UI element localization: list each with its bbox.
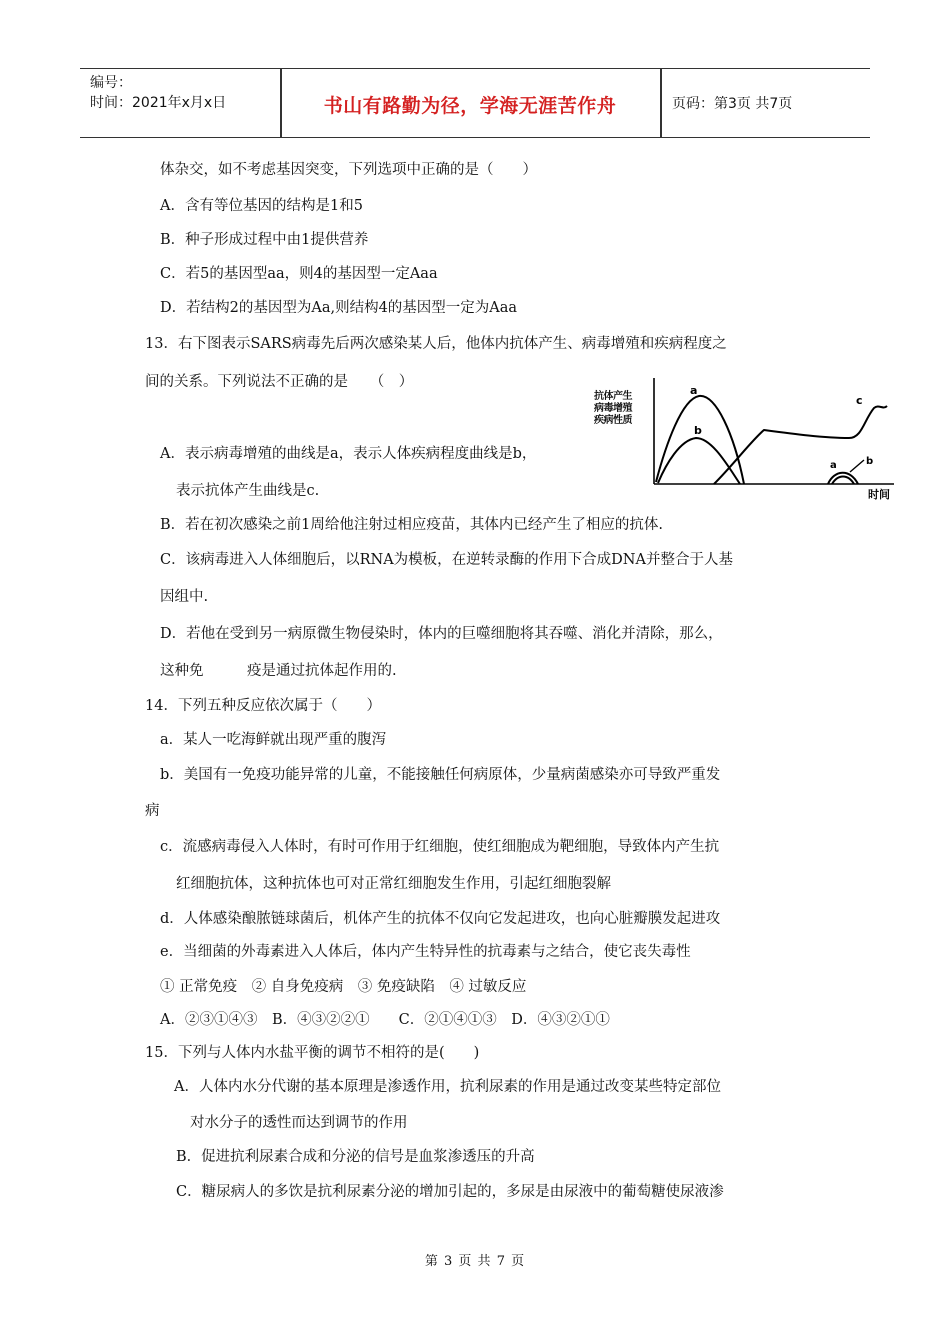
option-line: D．若他在受到另一病原微生物侵染时，体内的巨噬细胞将其吞噬、消化并清除，那么， (160, 626, 723, 642)
header-page-code: 页码：第3页 共7页 (672, 96, 793, 112)
text-line: 因组中. (160, 589, 209, 605)
question-14: 14．下列五种反应依次属于（ ） (145, 698, 381, 714)
question-13: 13．右下图表示SARS病毒先后两次感染某人后，他体内抗体产生、病毒增殖和疾病程度之 (145, 336, 727, 352)
y-axis-label: 病毒增殖 (594, 403, 632, 414)
option-line: C．该病毒进入人体细胞后，以RNA为模板，在逆转录酶的作用下合成DNA并整合于人基 (160, 552, 733, 568)
label-pointer (850, 460, 864, 472)
curve-label-b-second: b (866, 456, 874, 467)
text-line: 病 (145, 803, 160, 819)
item-line: b．美国有一免疫功能异常的儿童，不能接触任何病原体，少量病菌感染亦可导致严重发 (160, 767, 721, 783)
question-15: 15．下列与人体内水盐平衡的调节不相符的是( ) (145, 1045, 480, 1061)
option-line: A．人体内水分代谢的基本原理是渗透作用，抗利尿素的作用是通过改变某些特定部位 (174, 1079, 721, 1095)
curve-b-second (832, 477, 854, 485)
curve-label-a-second: a (830, 460, 837, 471)
option-line: B．促进抗利尿素合成和分泌的信号是血浆渗透压的升高 (176, 1149, 535, 1165)
x-axis-label: 时间 (868, 488, 890, 501)
document-date: 时间：2021年x月x日 (90, 95, 227, 111)
option-line: B．若在初次感染之前1周给他注射过相应疫苗，其体内已经产生了相应的抗体. (160, 517, 663, 533)
option-line: A．表示病毒增殖的曲线是a，表示人体疾病程度曲线是b， (160, 446, 537, 462)
text-line: 体杂交，如不考虑基因突变，下列选项中正确的是（ ） (160, 162, 537, 178)
page-header (80, 68, 870, 138)
option-line: D．若结构2的基因型为Aa,则结构4的基因型一定为Aaa (160, 300, 518, 316)
option-line: A．含有等位基因的结构是1和5 (160, 198, 363, 214)
item-line: d．人体感染酿脓链球菌后，机体产生的抗体不仅向它发起进攻，也向心脏瓣膜发起进攻 (160, 911, 721, 927)
figure-plot (594, 374, 906, 500)
text-line: 对水分子的透性而达到调节的作用 (190, 1115, 408, 1131)
header-divider (660, 69, 662, 137)
text-line: 红细胞抗体，这种抗体也可对正常红细胞发生作用，引起红细胞裂解 (176, 876, 611, 892)
choice-key-line: ① 正常免疫 ② 自身免疫病 ③ 免疫缺陷 ④ 过敏反应 (160, 979, 527, 995)
curve-label-a: a (690, 384, 698, 397)
document-number: 编号： (90, 75, 132, 91)
header-meta (90, 73, 226, 113)
y-axis-label: 抗体产生 (594, 391, 632, 402)
option-line: A．②③①④③ B．④③②②① C．②①④①③ D．④③②①① (160, 1012, 610, 1028)
curve-label-c: c (856, 394, 863, 407)
text-line: 表示抗体产生曲线是c. (176, 483, 320, 499)
option-line: B．种子形成过程中由1提供营养 (160, 232, 369, 248)
curve-label-b: b (694, 424, 702, 437)
item-line: c．流感病毒侵入人体时，有时可作用于红细胞，使红细胞成为靶细胞，导致体内产生抗 (160, 839, 720, 855)
header-motto: 书山有路勤为径，学海无涯苦作舟 (323, 95, 617, 117)
page-footer: 第 3 页 共 7 页 (424, 1254, 526, 1269)
curve-c (714, 406, 887, 484)
option-line: C．若5的基因型aa，则4的基因型一定Aaa (160, 266, 438, 282)
text-line: 间的关系。下列说法不正确的是 （ ） (145, 374, 414, 390)
curve-b-first (658, 438, 740, 484)
y-axis-label: 疾病性质 (594, 415, 632, 426)
option-line: C．糖尿病人的多饮是抗利尿素分泌的增加引起的，多尿是由尿液中的葡萄糖使尿液渗 (176, 1184, 724, 1200)
text-line: 这种免 疫是通过抗体起作用的. (160, 663, 397, 679)
sars-infection-figure (594, 374, 906, 500)
item-line: e．当细菌的外毒素进入人体后，体内产生特异性的抗毒素与之结合，使它丧失毒性 (160, 944, 691, 960)
item-line: a．某人一吃海鲜就出现严重的腹泻 (160, 732, 387, 748)
